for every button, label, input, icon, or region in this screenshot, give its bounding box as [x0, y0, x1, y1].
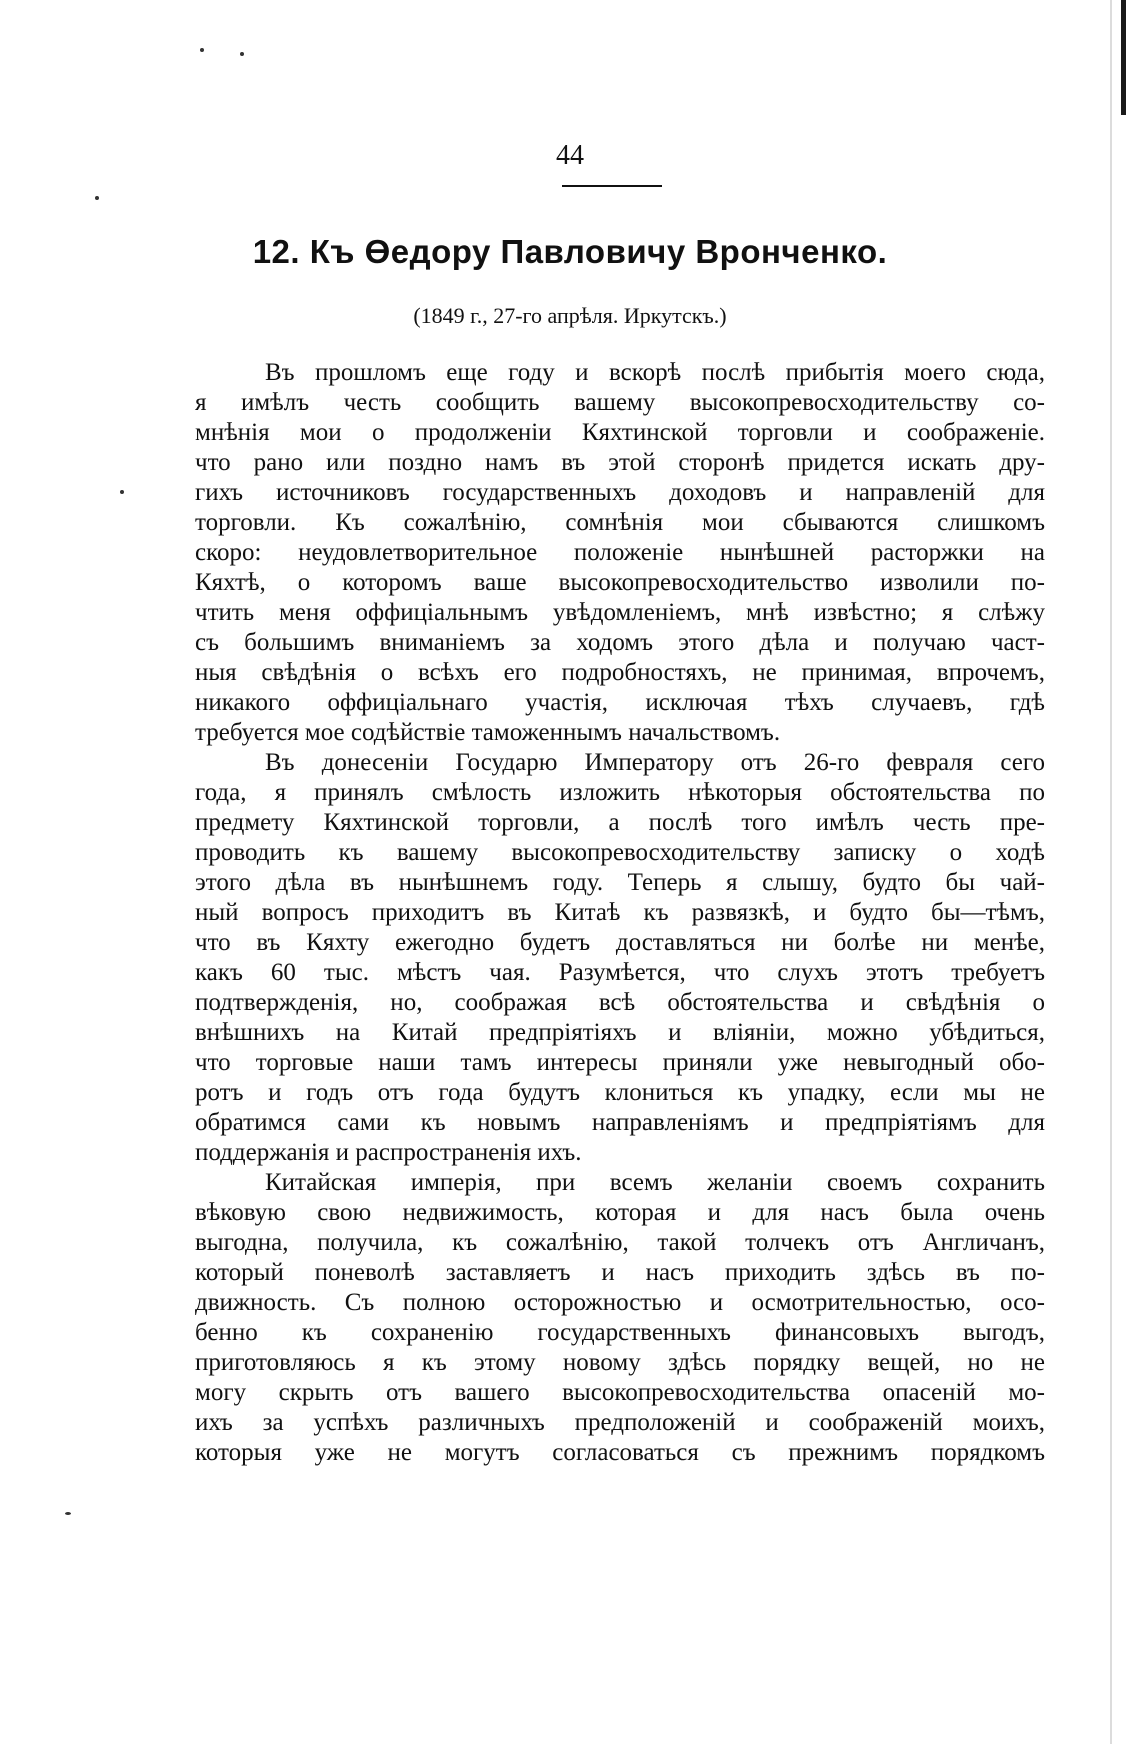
scan-speck: [95, 196, 99, 200]
text-line: съ большимъ вниманіемъ за ходомъ этого дѣла и получаю част-: [195, 629, 1045, 656]
text-line: какъ 60 тыс. мѣстъ чая. Разумѣется, что слухъ этотъ требуетъ: [195, 959, 1045, 986]
text-line: чтить меня оффиціальнымъ увѣдомленіемъ, мнѣ извѣстно; я слѣжу: [195, 599, 1045, 626]
text-line: ихъ за успѣхъ различныхъ предположеній и соображеній моихъ,: [195, 1409, 1045, 1436]
page-number-rule: [562, 185, 662, 187]
text-line: что рано или поздно намъ въ этой сторонѣ придется искать дру-: [195, 449, 1045, 476]
text-line: обратимся сами къ новымъ направленіямъ и предпріятіямъ для: [195, 1109, 1045, 1136]
text-line: Кяхтѣ, о которомъ ваше высокопревосходительство изволили по-: [195, 569, 1045, 596]
page-number: 44: [556, 140, 584, 171]
text-line: внѣшнихъ на Китай предпріятіяхъ и вліяніи, можно убѣдиться,: [195, 1019, 1045, 1046]
text-line: Въ прошломъ еще году и вскорѣ послѣ прибытія моего сюда,: [265, 359, 1045, 386]
text-line: ныя свѣдѣнія о всѣхъ его подробностяхъ, не принимая, впрочемъ,: [195, 659, 1045, 686]
text-line: гихъ источниковъ государственныхъ доходовъ и направленій для: [195, 479, 1045, 506]
letter-heading: 12. Къ Өедору Павловичу Врончeнко.: [252, 233, 888, 270]
text-line: бенно къ сохраненію государственныхъ финансовыхъ выгодъ,: [195, 1319, 1045, 1346]
scan-speck: [200, 48, 204, 52]
text-line: требуется мое содѣйствіе таможеннымъ начальствомъ.: [195, 719, 781, 746]
text-line: выгодна, получила, къ сожалѣнію, такой толчекъ отъ Англичанъ,: [195, 1229, 1045, 1256]
text-line: мнѣнія мои о продолженіи Кяхтинской торговли и соображеніе.: [195, 419, 1045, 446]
text-line: что въ Кяхту ежегодно будетъ доставляться ни болѣе ни менѣе,: [195, 929, 1045, 956]
text-line: года, я принялъ смѣлость изложить нѣкоторыя обстоятельства по: [195, 779, 1045, 806]
text-line: что торговые наши тамъ интересы приняли уже невыгодный обо-: [195, 1049, 1045, 1076]
text-line: ный вопросъ приходитъ въ Китаѣ къ развязкѣ, и будто бы—тѣмъ,: [195, 899, 1045, 926]
text-line: скоро: неудовлетворительное положеніе нынѣшней расторжки на: [195, 539, 1045, 566]
text-line: этого дѣла въ нынѣшнемъ году. Теперь я слышу, будто бы чай-: [195, 869, 1045, 896]
text-line: которыя уже не могутъ согласоваться съ прежнимъ порядкомъ: [195, 1439, 1045, 1466]
text-line: движность. Съ полною осторожностью и осмотрительностью, осо-: [195, 1289, 1045, 1316]
text-line: торговли. Къ сожалѣнію, сомнѣнія мои сбываются слишкомъ: [195, 509, 1045, 536]
text-line: поддержанія и распространенія ихъ.: [195, 1139, 582, 1166]
text-line: предмету Кяхтинской торговли, а послѣ того имѣлъ честь пре-: [195, 809, 1045, 836]
text-line: никакого оффиціальнаго участія, исключая тѣхъ случаевъ, гдѣ: [195, 689, 1045, 716]
scan-speck: [65, 1512, 71, 1515]
scan-speck: [240, 52, 244, 56]
text-line: ротъ и годъ отъ года будутъ клониться къ упадку, если мы не: [195, 1079, 1045, 1106]
letter-body: [195, 358, 1045, 1468]
text-line: который поневолѣ заставляетъ и насъ приходить здѣсь въ по-: [195, 1259, 1045, 1286]
text-line: Въ донесеніи Государю Императору отъ 26-го февраля сего: [265, 749, 1045, 776]
text-line: могу скрыть отъ вашего высокопревосходительства опасеній мо-: [195, 1379, 1045, 1406]
text-line: вѣковую свою недвижимость, которая и для насъ была очень: [195, 1199, 1045, 1226]
text-line: я имѣлъ честь сообщить вашему высокопревосходительству со-: [195, 389, 1045, 416]
text-line: подтвержденія, но, соображая всѣ обстоятельства и свѣдѣнія о: [195, 989, 1045, 1016]
text-line: Китайская имперія, при всемъ желаніи своемъ сохранить: [265, 1169, 1045, 1196]
scan-edge-mark: [1121, 0, 1126, 115]
scan-speck: [120, 490, 124, 494]
letter-dateline: (1849 г., 27-го апрѣля. Иркутскъ.): [413, 303, 727, 328]
text-line: проводить къ вашему высокопревосходительству записку о ходѣ: [195, 839, 1045, 866]
text-line: приготовляюсь я къ этому новому здѣсь порядку вещей, но не: [195, 1349, 1045, 1376]
